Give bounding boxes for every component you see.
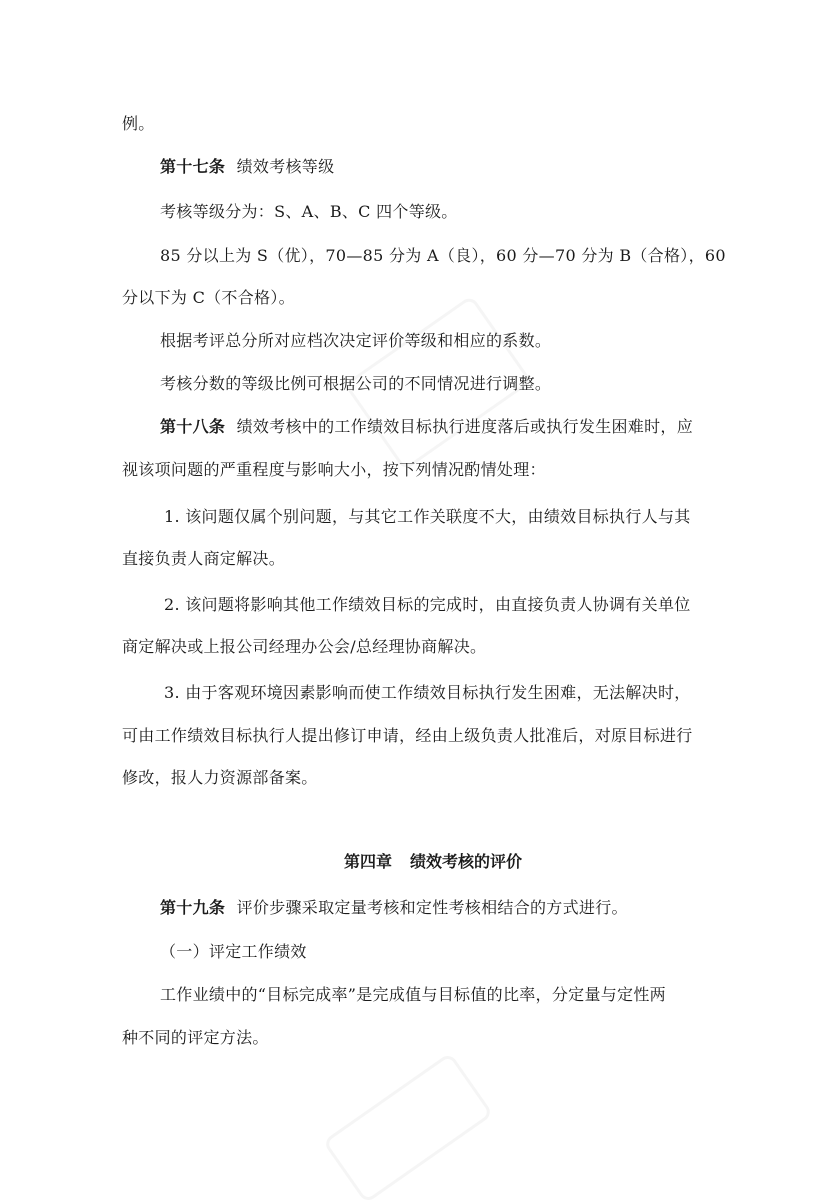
article-18-title: 第十八条 xyxy=(160,417,226,436)
article-17 xyxy=(160,157,334,177)
article-18-line-2: 视该项问题的严重程度与影响大小，按下列情况酌情处理： xyxy=(122,460,546,479)
article-19-title: 第十九条 xyxy=(160,898,226,917)
watermark-stamp-lower xyxy=(322,1052,493,1204)
item-2-line-2: 商定解决或上报公司经理办公会/总经理协商解决。 xyxy=(122,637,487,656)
paragraph-ratio: 考核分数的等级比例可根据公司的不同情况进行调整。 xyxy=(160,374,552,393)
chapter-4-number: 第四章 xyxy=(344,852,393,871)
chapter-4-title: 绩效考核的评价 xyxy=(410,852,523,871)
item-1-line-2: 直接负责人商定解决。 xyxy=(122,549,286,568)
subsection-1-heading: （一）评定工作绩效 xyxy=(160,942,307,961)
paragraph-total-score: 根据考评总分所对应档次决定评价等级和相应的系数。 xyxy=(160,331,552,350)
paragraph-goal-line-2: 种不同的评定方法。 xyxy=(122,1028,269,1047)
paragraph-goal-line-1: 工作业绩中的“目标完成率”是完成值与目标值的比率，分定量与定性两 xyxy=(160,985,666,1004)
paragraph-levels: 考核等级分为：S、A、B、C 四个等级。 xyxy=(160,202,458,221)
article-18-text-1: 绩效考核中的工作绩效目标执行进度落后或执行发生困难时，应 xyxy=(236,417,693,436)
item-2-line-1: 2. 该问题将影响其他工作绩效目标的完成时，由直接负责人协调有关单位 xyxy=(164,595,691,614)
item-3-line-3: 修改，报人力资源部备案。 xyxy=(122,768,318,787)
paragraph-continuation: 例。 xyxy=(122,114,155,133)
article-19-text: 评价步骤采取定量考核和定性考核相结合的方式进行。 xyxy=(236,898,628,917)
paragraph-scores-line-1: 85 分以上为 S（优），70—85 分为 A（良），60 分—70 分为 B（合格），60 xyxy=(160,246,726,265)
article-17-text: 绩效考核等级 xyxy=(236,157,335,176)
article-19 xyxy=(160,898,628,918)
item-3-line-1: 3. 由于客观环境因素影响而使工作绩效目标执行发生困难，无法解决时， xyxy=(164,683,691,702)
chapter-4-heading xyxy=(344,852,522,872)
item-1-line-1: 1. 该问题仅属个别问题，与其它工作关联度不大，由绩效目标执行人与其 xyxy=(164,507,691,526)
article-18-line-1 xyxy=(160,417,693,437)
paragraph-scores-line-2: 分以下为 C（不合格）。 xyxy=(122,288,295,307)
item-3-line-2: 可由工作绩效目标执行人提出修订申请，经由上级负责人批准后，对原目标进行 xyxy=(122,726,693,745)
article-17-title: 第十七条 xyxy=(160,157,226,176)
